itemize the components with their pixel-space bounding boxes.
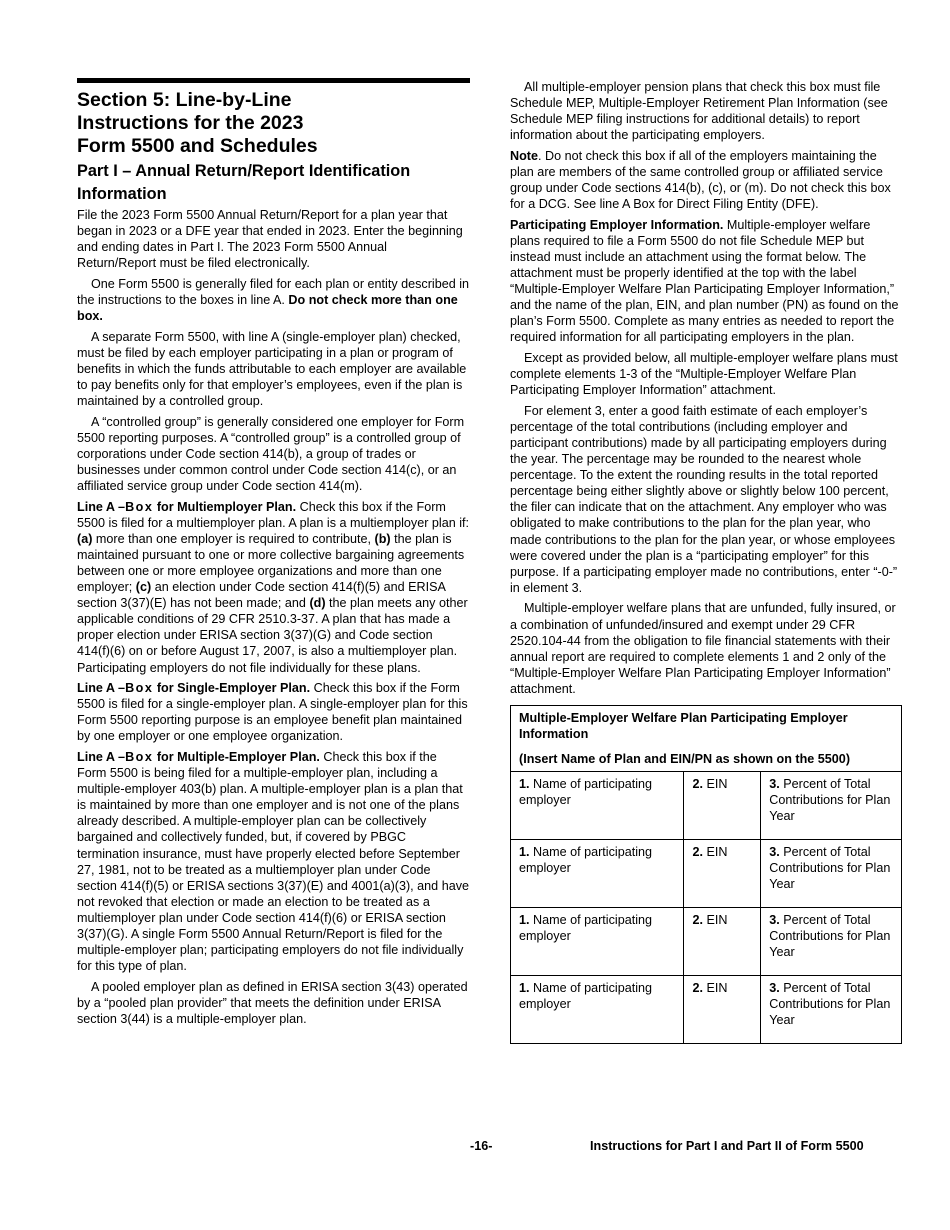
note-label: Note xyxy=(510,148,538,163)
part-title-line: Part I – Annual Return/Report Identification xyxy=(77,162,411,180)
lead-box-word: Box xyxy=(125,499,154,514)
lead-heading xyxy=(77,750,320,764)
cell-label: EIN xyxy=(703,913,728,928)
ein-cell xyxy=(684,772,761,840)
cell-label: Name of participating employer xyxy=(519,913,653,944)
paragraph-note xyxy=(510,148,902,212)
lead-part: Line A – xyxy=(77,681,126,696)
percent-cell xyxy=(761,840,902,908)
part-title-line: Information xyxy=(77,184,167,203)
element-number: 1. xyxy=(519,845,530,860)
paragraph-pooled-plan: A pooled employer plan as defined in ERISA section 3(43) operated by a “pooled plan provider” that meets the definition under ERISA section 3(44) is a multiple-employer plan. xyxy=(77,979,468,1026)
section-title-line: Instructions for the 2023 xyxy=(77,112,304,134)
participating-employer-table xyxy=(510,705,902,1044)
percent-cell xyxy=(761,908,902,976)
cell-label: Percent of Total Contributions for Plan Year xyxy=(769,981,891,1028)
section-title-line: Form 5500 and Schedules xyxy=(77,135,318,157)
percent-cell xyxy=(761,772,902,840)
part-title xyxy=(77,160,469,205)
cell-label: Name of participating employer xyxy=(519,981,653,1012)
table-title: Multiple-Employer Welfare Plan Participating Employer Information xyxy=(519,710,848,742)
employer-name-cell xyxy=(511,772,684,840)
cell-label: Name of participating employer xyxy=(519,777,653,808)
paragraph-multiemployer xyxy=(77,499,469,676)
paragraph-text: the plan is maintained pursuant to one or more collective bargaining agreements between one or more employee organizations and more than one employer; xyxy=(77,531,465,595)
section-title xyxy=(77,89,469,158)
element-number: 3. xyxy=(769,777,780,792)
paragraph-schedule-mep: All multiple-employer pension plans that check this box must file Schedule MEP, Multiple-Employer Retirement Plan Information (see Schedule MEP filing instructions for additional details) to report information about the participating employers. xyxy=(510,80,888,143)
section-title-line: Section 5: Line-by-Line xyxy=(77,89,292,111)
paragraph-text: One Form 5500 is generally filed for each plan or entity described in the instructions to the boxes in line A. xyxy=(77,276,470,307)
ein-cell xyxy=(684,976,761,1044)
paragraph-elements-1-3: Except as provided below, all multiple-employer welfare plans must complete elements 1-3 of the “Multiple-Employer Welfare Plan Participating Employer Information” attachment. xyxy=(510,351,898,398)
list-marker: (b) xyxy=(374,531,391,546)
element-number: 3. xyxy=(769,981,780,996)
element-number: 2. xyxy=(692,981,703,996)
lead-heading xyxy=(77,500,296,514)
table-row xyxy=(511,976,902,1044)
percent-cell xyxy=(761,976,902,1044)
table-header-row xyxy=(511,705,902,771)
paragraph-text: the plan meets any other applicable conditions of 29 CFR 2510.3-37. A plan that has made a proper election under ERISA section 3(37)(G) and Code section 414(f)(6) on or before August 17, 2007, is also a multiemployer plan. Participating employers do not file individually for these plans. xyxy=(77,596,468,675)
employer-name-cell xyxy=(511,908,684,976)
table-header-cell xyxy=(511,705,902,771)
paragraph-separate-form: A separate Form 5500, with line A (single-employer plan) checked, must be filed by each employer participating in a plan or program of benefits in which the funds attributable to each employer are available to pay benefits only for that employer’s employees, even if the plan is maintained by a controlled group. xyxy=(77,329,467,409)
lead-part: Line A – xyxy=(77,750,126,764)
paragraph-participating-employer-info xyxy=(510,217,902,346)
paragraph-controlled-group: A “controlled group” is generally considered one employer for Form 5500 reporting purposes. A “controlled group” is a controlled group of corporations under Code section 414(b), a group of trades or businesses under common control under Code section 414(c), or an affiliated service group under Code section 414(m). xyxy=(77,414,465,493)
paragraph-text: Multiple-employer welfare plans required to file a Form 5500 do not file Schedule MEP but instead must include an attachment using the format below. The attachment must be properly identified at the top with the label “Multiple-Employer Welfare Plan Participating Employer Information,” and the name of the plan, EIN, and plan number (PN) as found on the plan’s Form 5500. Complete as many entries as needed to report the required information for all participating employers in the plan. xyxy=(510,217,899,345)
cell-label: EIN xyxy=(703,777,728,792)
element-number: 1. xyxy=(519,913,530,928)
cell-label: EIN xyxy=(703,845,728,860)
list-marker: (a) xyxy=(77,531,93,546)
right-column xyxy=(510,79,902,1044)
paragraph-one-form xyxy=(77,276,469,324)
lead-part: for Single-Employer Plan. xyxy=(153,681,311,696)
left-column xyxy=(77,78,469,1032)
table-row xyxy=(511,840,902,908)
employer-name-cell xyxy=(511,976,684,1044)
paragraph-emphasis: Do not check more than one box. xyxy=(77,292,458,324)
element-number: 2. xyxy=(692,777,703,792)
paragraph-text: more than one employer is required to contribute, xyxy=(92,531,375,546)
element-number: 3. xyxy=(769,913,780,928)
paragraph-single-employer xyxy=(77,680,469,744)
list-marker: (d) xyxy=(309,596,326,611)
cell-label: Name of participating employer xyxy=(519,845,653,876)
paragraph-text: Check this box if the Form 5500 is filed for a multiemployer plan. A plan is a multiemployer plan if: xyxy=(77,499,470,530)
paragraph-unfunded-plans: Multiple-employer welfare plans that are unfunded, fully insured, or a combination of unfunded/insured and exempt under 29 CFR 2520.104-44 from the obligation to file financial statements with their annual report are required to complete elements 1 and 2 only of the “Multiple-Employer Welfare Plan Participating Employer Information” attachment. xyxy=(510,601,896,696)
paragraph-text: Check this box if the Form 5500 is filed for a single-employer plan. A single-employer plan for this Form 5500 reporting purpose is an employee benefit plan maintained by one employer or one employee organization. xyxy=(77,681,468,744)
ein-cell xyxy=(684,908,761,976)
cell-label: Percent of Total Contributions for Plan Year xyxy=(769,777,891,824)
lead-part: for Multiemployer Plan. xyxy=(153,499,297,514)
paragraph-text: . Do not check this box if all of the employers maintaining the plan are members of the same controlled group or affiliated service group under Code sections 414(b), (c), or (m). Do not check this box for a DCG. See line A Box for Direct Filing Entity (DFE). xyxy=(510,148,891,212)
lead-part: Line A – xyxy=(77,499,126,514)
ein-cell xyxy=(684,840,761,908)
lead-part: for Multiple-Employer Plan. xyxy=(153,750,320,764)
table-row xyxy=(511,772,902,840)
lead-box-word: Box xyxy=(125,681,154,696)
element-number: 3. xyxy=(769,845,780,860)
list-marker: (c) xyxy=(135,580,152,595)
element-number: 2. xyxy=(692,913,703,928)
paragraph-multiple-employer xyxy=(77,749,469,974)
element-number: 1. xyxy=(519,981,530,996)
lead-heading xyxy=(77,681,310,695)
lead-heading: Participating Employer Information. xyxy=(510,217,724,232)
cell-label: Percent of Total Contributions for Plan Year xyxy=(769,845,891,892)
cell-label: Percent of Total Contributions for Plan Year xyxy=(769,913,891,960)
element-number: 2. xyxy=(692,845,703,860)
lead-box-word: Box xyxy=(125,750,154,764)
footer-title: Instructions for Part I and Part II of Form 5500 xyxy=(590,1139,864,1153)
employer-name-cell xyxy=(511,840,684,908)
paragraph-filing: File the 2023 Form 5500 Annual Return/Report for a plan year that began in 2023 or a DFE year that ended in 2023. Enter the beginning and ending dates in Part I. The 2023 Form 5500 Annual Return/Report must be filed electronically. xyxy=(77,208,463,271)
page-number: -16- xyxy=(470,1139,493,1153)
element-number: 1. xyxy=(519,777,530,792)
section-rule xyxy=(77,78,470,83)
table-subtitle: (Insert Name of Plan and EIN/PN as shown on the 5500) xyxy=(519,752,851,767)
table-row xyxy=(511,908,902,976)
paragraph-text: an election under Code section 414(f)(5) and ERISA section 3(37)(E) has not been made; and xyxy=(77,580,446,611)
paragraph-text: Check this box if the Form 5500 is being filed for a multiple-employer plan, including a multiple-employer 403(b) plan. A multiple-employer plan is a plan that is maintained by more than one employer and is not one of the plans already described. A multiple-employer plan can be collectively bargained and collectively funded, but, if covered by PBGC termination insurance, must have properly elected before September 27, 1981, not to be treated as a multiemployer plan under Code section 414(f)(5) or ERISA sections 3(37)(E) and 4001(a)(3), and have not revoked that election or made an election to be treated as a multiemployer plan under Code section 414(f)(6) or ERISA section 3(37)(G). A single Form 5500 Annual Return/Report is filed for the multiple-employer plan; participating employers do not file individually for this type of plan. xyxy=(77,750,469,974)
cell-label: EIN xyxy=(703,981,728,996)
paragraph-element-3: For element 3, enter a good faith estimate of each employer’s percentage of the total contributions (including employer and participant contributions) made by all participating employers during the year. The percentage may be rounded to the nearest whole percentage. To the extent the rounding results in the total reported percentage being either slightly above or slightly below 100 percent, the filer can indicate that on the attachment. Any employer who was obligated to make contributions to the plan for the plan year, who made contributions to the plan for the plan year, or whose employees were covered under the plan is a “participating employer” for this purpose. If a participating employer made no contributions, enter “-0-” in element 3. xyxy=(510,403,898,595)
